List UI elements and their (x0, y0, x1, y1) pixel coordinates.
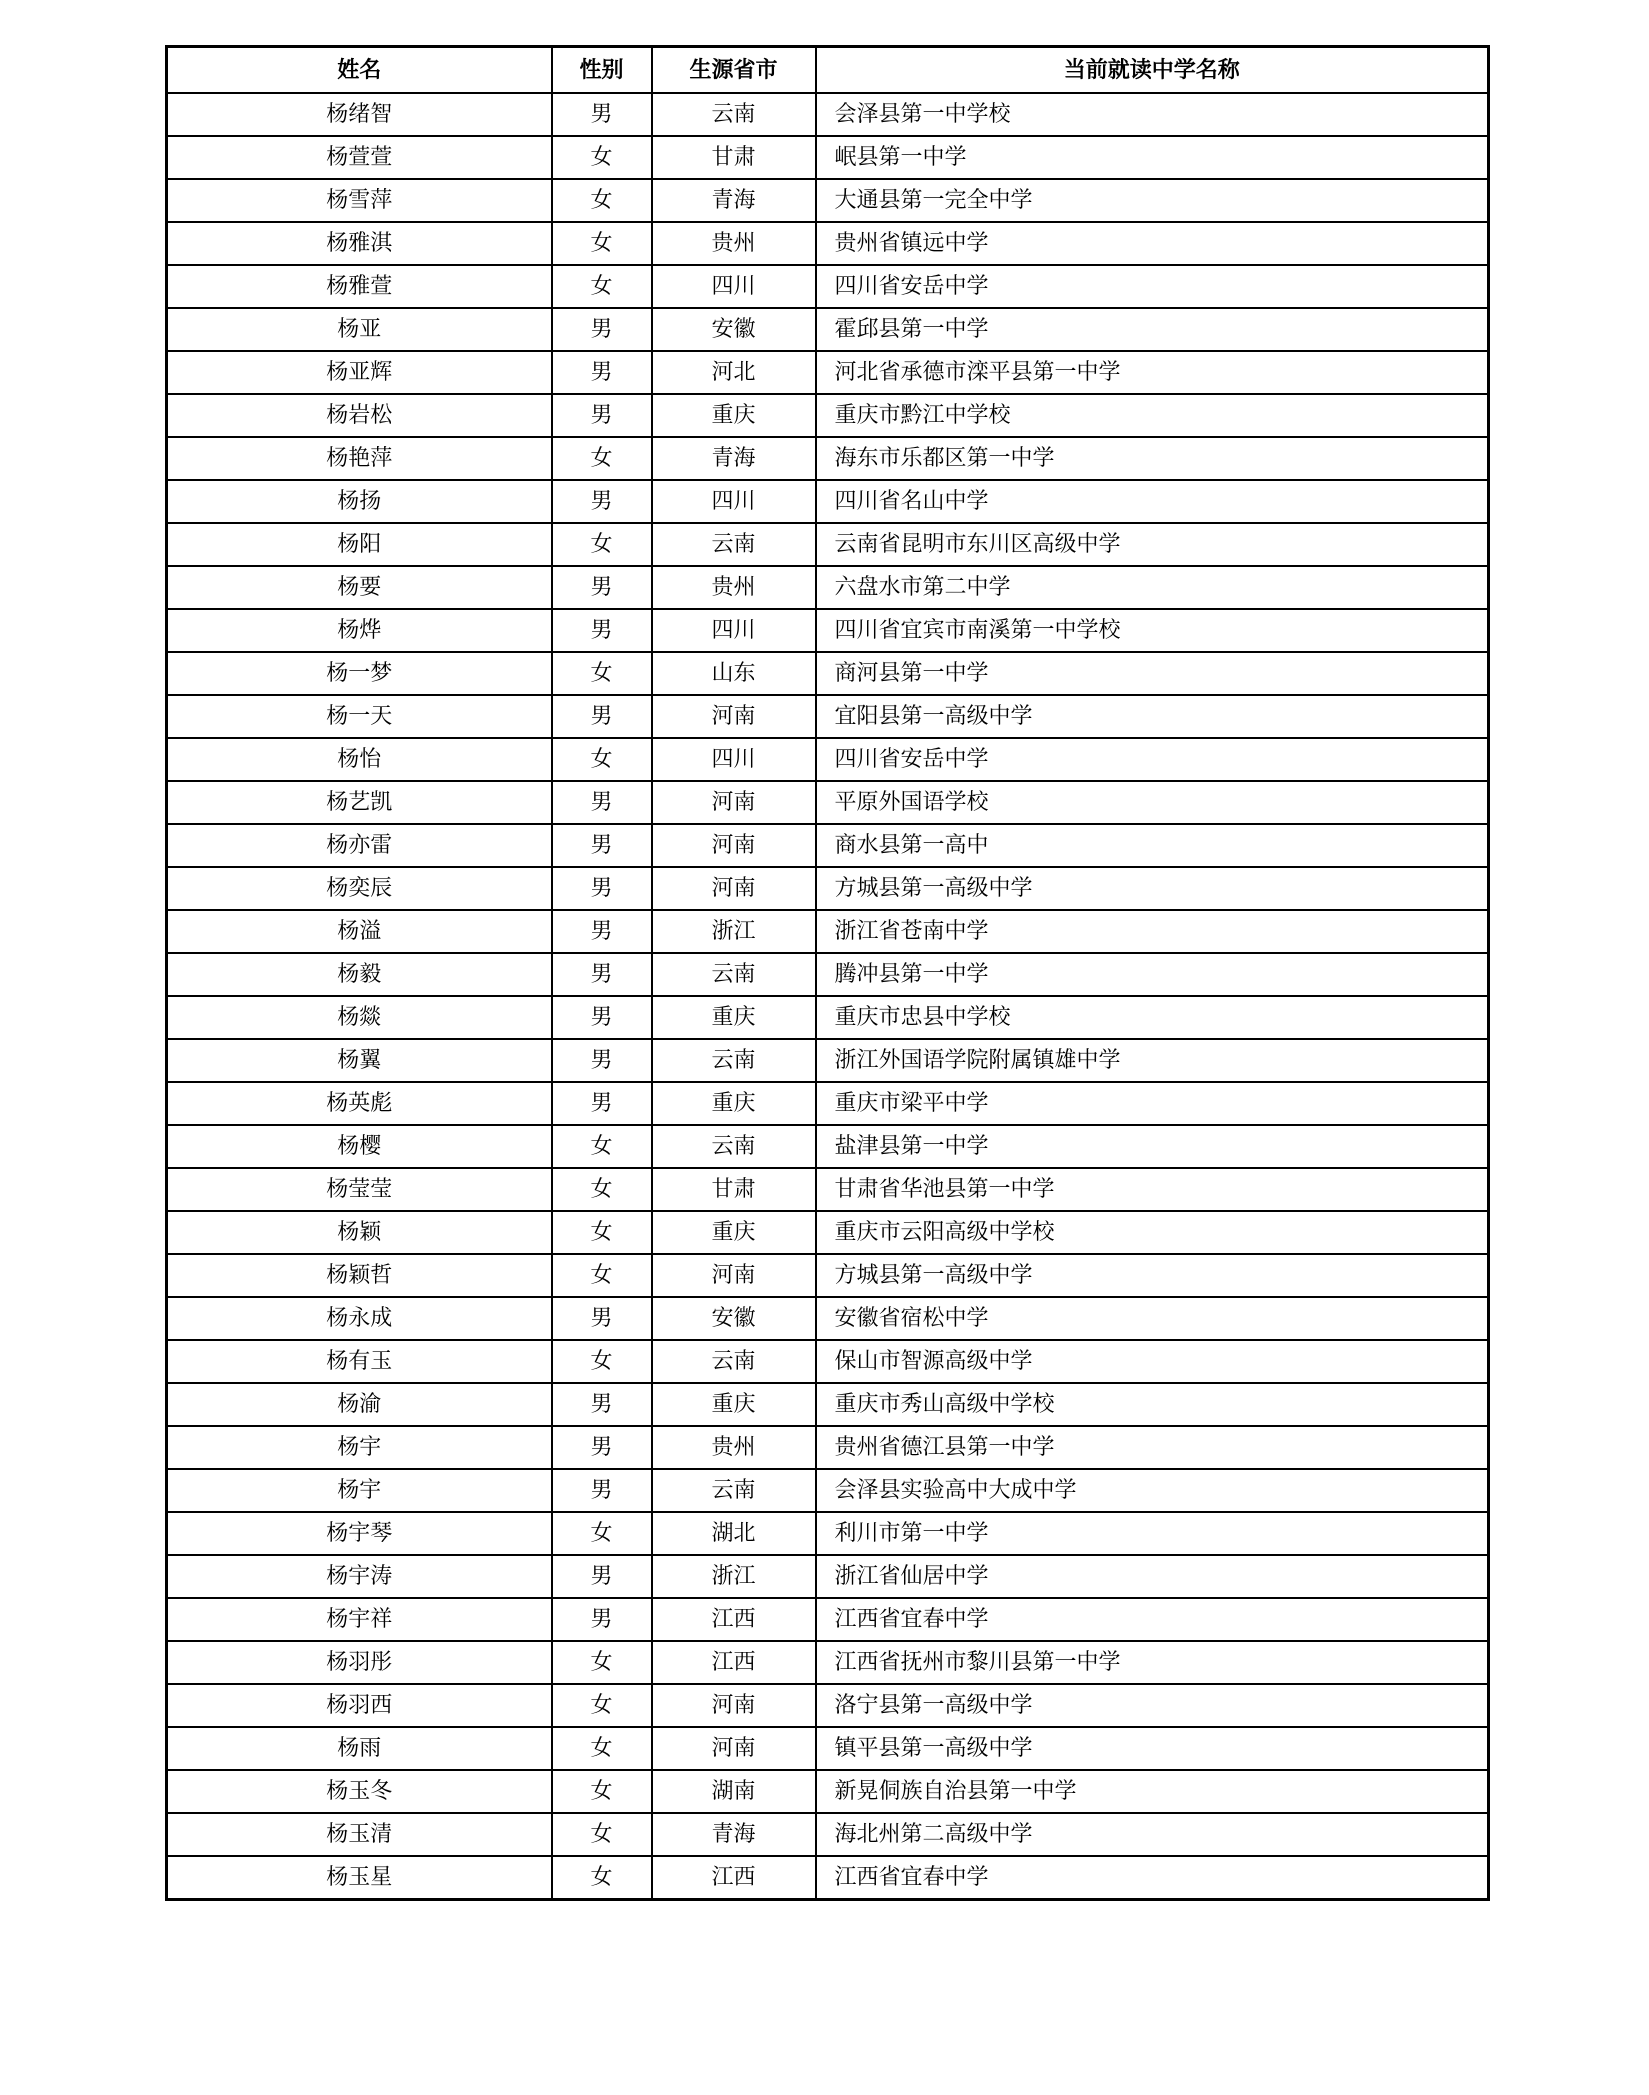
gender-cell: 女 (552, 1813, 652, 1856)
gender-cell: 女 (552, 1125, 652, 1168)
province-cell: 四川 (652, 265, 816, 308)
province-cell: 浙江 (652, 1555, 816, 1598)
table-row (167, 910, 1489, 953)
gender-cell: 女 (552, 1856, 652, 1900)
province-cell: 江西 (652, 1856, 816, 1900)
name-cell: 杨羽彤 (167, 1641, 552, 1684)
header-row (167, 47, 1489, 94)
school-cell: 镇平县第一高级中学 (816, 1727, 1489, 1770)
header-school: 当前就读中学名称 (816, 47, 1489, 94)
school-cell: 重庆市黔江中学校 (816, 394, 1489, 437)
table-row (167, 394, 1489, 437)
name-cell: 杨颖哲 (167, 1254, 552, 1297)
school-cell: 浙江省仙居中学 (816, 1555, 1489, 1598)
school-cell: 海北州第二高级中学 (816, 1813, 1489, 1856)
school-cell: 海东市乐都区第一中学 (816, 437, 1489, 480)
name-cell: 杨颖 (167, 1211, 552, 1254)
gender-cell: 女 (552, 652, 652, 695)
school-cell: 方城县第一高级中学 (816, 1254, 1489, 1297)
name-cell: 杨玉冬 (167, 1770, 552, 1813)
header-gender: 性别 (552, 47, 652, 94)
name-cell: 杨有玉 (167, 1340, 552, 1383)
province-cell: 重庆 (652, 394, 816, 437)
table-row (167, 1512, 1489, 1555)
table-row (167, 1125, 1489, 1168)
table-row (167, 1813, 1489, 1856)
name-cell: 杨宇涛 (167, 1555, 552, 1598)
table-row (167, 1727, 1489, 1770)
school-cell: 四川省名山中学 (816, 480, 1489, 523)
gender-cell: 男 (552, 1598, 652, 1641)
province-cell: 河南 (652, 695, 816, 738)
table-row (167, 351, 1489, 394)
school-cell: 重庆市云阳高级中学校 (816, 1211, 1489, 1254)
gender-cell: 男 (552, 1082, 652, 1125)
province-cell: 四川 (652, 609, 816, 652)
school-cell: 浙江省苍南中学 (816, 910, 1489, 953)
province-cell: 江西 (652, 1598, 816, 1641)
gender-cell: 男 (552, 996, 652, 1039)
table-row (167, 1082, 1489, 1125)
gender-cell: 男 (552, 824, 652, 867)
name-cell: 杨玉星 (167, 1856, 552, 1900)
table-row (167, 1598, 1489, 1641)
name-cell: 杨翼 (167, 1039, 552, 1082)
school-cell: 甘肃省华池县第一中学 (816, 1168, 1489, 1211)
province-cell: 河南 (652, 867, 816, 910)
name-cell: 杨樱 (167, 1125, 552, 1168)
table-row (167, 136, 1489, 179)
name-cell: 杨莹莹 (167, 1168, 552, 1211)
gender-cell: 女 (552, 179, 652, 222)
school-cell: 四川省安岳中学 (816, 738, 1489, 781)
table-row (167, 1684, 1489, 1727)
gender-cell: 男 (552, 953, 652, 996)
table-row (167, 1039, 1489, 1082)
table-row (167, 480, 1489, 523)
table-row (167, 781, 1489, 824)
school-cell: 盐津县第一中学 (816, 1125, 1489, 1168)
name-cell: 杨艳萍 (167, 437, 552, 480)
school-cell: 六盘水市第二中学 (816, 566, 1489, 609)
name-cell: 杨烨 (167, 609, 552, 652)
header-province: 生源省市 (652, 47, 816, 94)
header-name: 姓名 (167, 47, 552, 94)
table-header (167, 47, 1489, 94)
name-cell: 杨亚辉 (167, 351, 552, 394)
gender-cell: 男 (552, 351, 652, 394)
school-cell: 霍邱县第一中学 (816, 308, 1489, 351)
province-cell: 重庆 (652, 1383, 816, 1426)
school-cell: 江西省抚州市黎川县第一中学 (816, 1641, 1489, 1684)
gender-cell: 男 (552, 695, 652, 738)
school-cell: 河北省承德市滦平县第一中学 (816, 351, 1489, 394)
gender-cell: 男 (552, 480, 652, 523)
school-cell: 安徽省宿松中学 (816, 1297, 1489, 1340)
table-row (167, 222, 1489, 265)
table-row (167, 996, 1489, 1039)
province-cell: 河南 (652, 824, 816, 867)
gender-cell: 男 (552, 1039, 652, 1082)
gender-cell: 女 (552, 265, 652, 308)
gender-cell: 女 (552, 1254, 652, 1297)
school-cell: 利川市第一中学 (816, 1512, 1489, 1555)
province-cell: 云南 (652, 1039, 816, 1082)
table-row (167, 1340, 1489, 1383)
province-cell: 云南 (652, 93, 816, 136)
gender-cell: 男 (552, 93, 652, 136)
school-cell: 方城县第一高级中学 (816, 867, 1489, 910)
school-cell: 保山市智源高级中学 (816, 1340, 1489, 1383)
gender-cell: 女 (552, 738, 652, 781)
province-cell: 重庆 (652, 1082, 816, 1125)
province-cell: 甘肃 (652, 1168, 816, 1211)
gender-cell: 男 (552, 609, 652, 652)
table-row (167, 824, 1489, 867)
table-row (167, 93, 1489, 136)
name-cell: 杨燚 (167, 996, 552, 1039)
school-cell: 四川省安岳中学 (816, 265, 1489, 308)
table-row (167, 523, 1489, 566)
province-cell: 贵州 (652, 1426, 816, 1469)
table-body (167, 93, 1489, 1900)
name-cell: 杨萱萱 (167, 136, 552, 179)
name-cell: 杨要 (167, 566, 552, 609)
table-row (167, 1168, 1489, 1211)
gender-cell: 女 (552, 1340, 652, 1383)
school-cell: 浙江外国语学院附属镇雄中学 (816, 1039, 1489, 1082)
school-cell: 会泽县实验高中大成中学 (816, 1469, 1489, 1512)
school-cell: 平原外国语学校 (816, 781, 1489, 824)
table-row (167, 953, 1489, 996)
name-cell: 杨毅 (167, 953, 552, 996)
gender-cell: 男 (552, 394, 652, 437)
name-cell: 杨溢 (167, 910, 552, 953)
table-row (167, 1297, 1489, 1340)
table-row (167, 1641, 1489, 1684)
school-cell: 云南省昆明市东川区高级中学 (816, 523, 1489, 566)
table-row (167, 1469, 1489, 1512)
gender-cell: 女 (552, 136, 652, 179)
school-cell: 商水县第一高中 (816, 824, 1489, 867)
table-row (167, 265, 1489, 308)
table-row (167, 1555, 1489, 1598)
gender-cell: 男 (552, 1426, 652, 1469)
province-cell: 甘肃 (652, 136, 816, 179)
school-cell: 岷县第一中学 (816, 136, 1489, 179)
name-cell: 杨雅淇 (167, 222, 552, 265)
school-cell: 江西省宜春中学 (816, 1856, 1489, 1900)
school-cell: 贵州省德江县第一中学 (816, 1426, 1489, 1469)
name-cell: 杨岩松 (167, 394, 552, 437)
name-cell: 杨玉清 (167, 1813, 552, 1856)
school-cell: 重庆市秀山高级中学校 (816, 1383, 1489, 1426)
school-cell: 宜阳县第一高级中学 (816, 695, 1489, 738)
table-row (167, 609, 1489, 652)
name-cell: 杨扬 (167, 480, 552, 523)
name-cell: 杨宇琴 (167, 1512, 552, 1555)
province-cell: 安徽 (652, 1297, 816, 1340)
province-cell: 河南 (652, 1727, 816, 1770)
province-cell: 安徽 (652, 308, 816, 351)
school-cell: 贵州省镇远中学 (816, 222, 1489, 265)
table-row (167, 1383, 1489, 1426)
province-cell: 青海 (652, 437, 816, 480)
name-cell: 杨英彪 (167, 1082, 552, 1125)
gender-cell: 女 (552, 1168, 652, 1211)
province-cell: 四川 (652, 738, 816, 781)
name-cell: 杨怡 (167, 738, 552, 781)
province-cell: 河南 (652, 1254, 816, 1297)
province-cell: 湖北 (652, 1512, 816, 1555)
name-cell: 杨宇 (167, 1426, 552, 1469)
province-cell: 云南 (652, 1340, 816, 1383)
school-cell: 腾冲县第一中学 (816, 953, 1489, 996)
table-row (167, 308, 1489, 351)
gender-cell: 女 (552, 1684, 652, 1727)
school-cell: 新晃侗族自治县第一中学 (816, 1770, 1489, 1813)
province-cell: 河北 (652, 351, 816, 394)
gender-cell: 男 (552, 1383, 652, 1426)
school-cell: 商河县第一中学 (816, 652, 1489, 695)
province-cell: 云南 (652, 953, 816, 996)
province-cell: 贵州 (652, 222, 816, 265)
province-cell: 贵州 (652, 566, 816, 609)
gender-cell: 男 (552, 781, 652, 824)
gender-cell: 男 (552, 1469, 652, 1512)
name-cell: 杨奕辰 (167, 867, 552, 910)
name-cell: 杨宇祥 (167, 1598, 552, 1641)
table-row (167, 437, 1489, 480)
table-row (167, 1254, 1489, 1297)
table-row (167, 1426, 1489, 1469)
gender-cell: 男 (552, 910, 652, 953)
table-row (167, 1856, 1489, 1900)
name-cell: 杨雪萍 (167, 179, 552, 222)
gender-cell: 女 (552, 222, 652, 265)
gender-cell: 女 (552, 1641, 652, 1684)
name-cell: 杨羽西 (167, 1684, 552, 1727)
name-cell: 杨一天 (167, 695, 552, 738)
gender-cell: 女 (552, 1770, 652, 1813)
gender-cell: 男 (552, 566, 652, 609)
gender-cell: 女 (552, 1727, 652, 1770)
table-row (167, 738, 1489, 781)
name-cell: 杨亚 (167, 308, 552, 351)
province-cell: 江西 (652, 1641, 816, 1684)
gender-cell: 男 (552, 1297, 652, 1340)
province-cell: 山东 (652, 652, 816, 695)
gender-cell: 男 (552, 1555, 652, 1598)
table-row (167, 652, 1489, 695)
province-cell: 浙江 (652, 910, 816, 953)
school-cell: 江西省宜春中学 (816, 1598, 1489, 1641)
province-cell: 重庆 (652, 996, 816, 1039)
name-cell: 杨艺凯 (167, 781, 552, 824)
province-cell: 云南 (652, 523, 816, 566)
school-cell: 重庆市梁平中学 (816, 1082, 1489, 1125)
table-row (167, 867, 1489, 910)
name-cell: 杨渝 (167, 1383, 552, 1426)
gender-cell: 男 (552, 867, 652, 910)
province-cell: 青海 (652, 1813, 816, 1856)
school-cell: 会泽县第一中学校 (816, 93, 1489, 136)
table-row (167, 179, 1489, 222)
gender-cell: 女 (552, 523, 652, 566)
school-cell: 四川省宜宾市南溪第一中学校 (816, 609, 1489, 652)
school-cell: 洛宁县第一高级中学 (816, 1684, 1489, 1727)
province-cell: 湖南 (652, 1770, 816, 1813)
gender-cell: 女 (552, 1211, 652, 1254)
province-cell: 云南 (652, 1469, 816, 1512)
province-cell: 四川 (652, 480, 816, 523)
name-cell: 杨绪智 (167, 93, 552, 136)
name-cell: 杨雨 (167, 1727, 552, 1770)
table-row (167, 695, 1489, 738)
school-cell: 重庆市忠县中学校 (816, 996, 1489, 1039)
province-cell: 河南 (652, 781, 816, 824)
province-cell: 云南 (652, 1125, 816, 1168)
gender-cell: 女 (552, 1512, 652, 1555)
school-cell: 大通县第一完全中学 (816, 179, 1489, 222)
name-cell: 杨雅萱 (167, 265, 552, 308)
province-cell: 青海 (652, 179, 816, 222)
table-row (167, 566, 1489, 609)
name-cell: 杨亦雷 (167, 824, 552, 867)
province-cell: 河南 (652, 1684, 816, 1727)
name-cell: 杨阳 (167, 523, 552, 566)
name-cell: 杨永成 (167, 1297, 552, 1340)
name-cell: 杨一梦 (167, 652, 552, 695)
table-row (167, 1770, 1489, 1813)
name-cell: 杨宇 (167, 1469, 552, 1512)
province-cell: 重庆 (652, 1211, 816, 1254)
table-row (167, 1211, 1489, 1254)
gender-cell: 男 (552, 308, 652, 351)
student-roster-table (165, 45, 1490, 1901)
gender-cell: 女 (552, 437, 652, 480)
